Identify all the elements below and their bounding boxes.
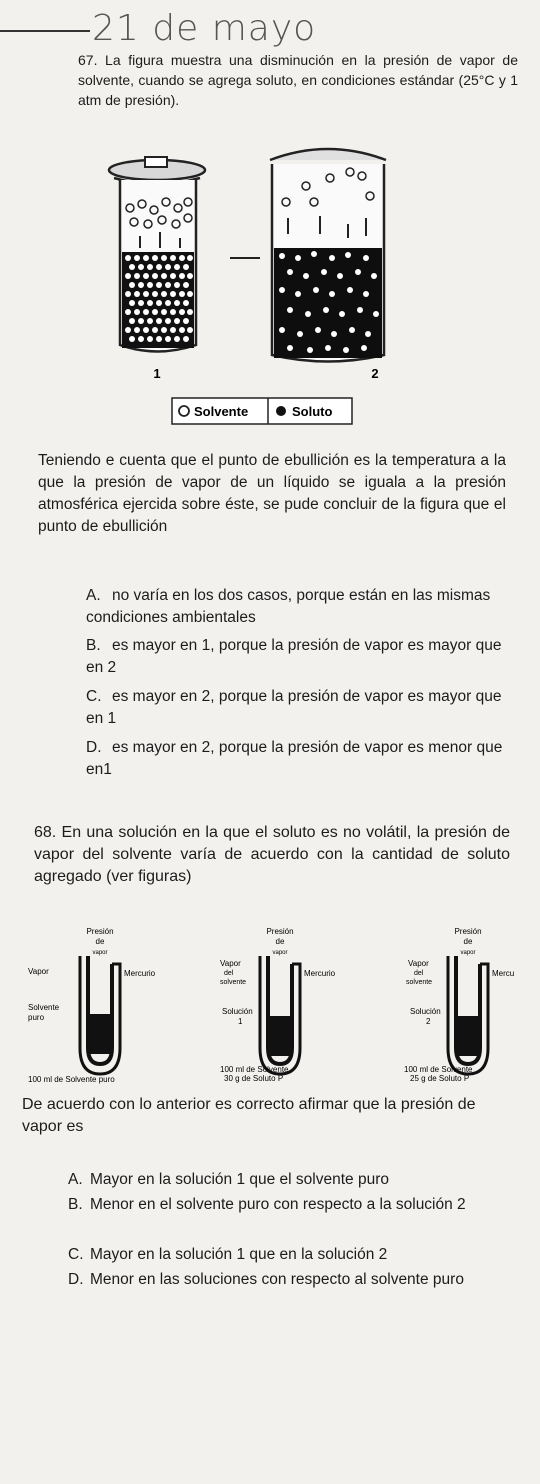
svg-text:25 g de Soluto P: 25 g de Soluto P [410, 1074, 470, 1083]
svg-text:Solución: Solución [222, 1007, 253, 1016]
svg-text:vapor: vapor [92, 950, 108, 956]
svg-text:solvente: solvente [406, 979, 433, 986]
vapor-pressure-jars-figure [100, 140, 420, 430]
svg-text:Solvente: Solvente [28, 1003, 60, 1012]
svg-text:vapor: vapor [272, 950, 288, 956]
svg-text:Presión: Presión [454, 927, 482, 936]
q68-option-d: D. Menor en las soluciones con respecto al solvente puro [68, 1271, 464, 1288]
svg-text:Vapor: Vapor [220, 959, 241, 968]
svg-text:Presión: Presión [266, 927, 294, 936]
manometer-solution-1 [220, 927, 336, 1083]
svg-text:de: de [463, 937, 473, 946]
svg-text:Mercurio: Mercurio [124, 969, 156, 978]
q67-option-a: A. no varía en los dos casos, porque están en las mismas condiciones ambientales [86, 587, 491, 626]
svg-text:30 g de Soluto P: 30 g de Soluto P [224, 1074, 284, 1083]
svg-text:puro: puro [28, 1013, 45, 1022]
svg-text:del: del [414, 970, 424, 977]
q68-option-a: A. Mayor en la solución 1 que el solvente puro [68, 1171, 389, 1188]
question-67-stem: Teniendo e cuenta que el punto de ebullición es la temperatura a la que la presión de vapor de un líquido se iguala a la presión atmosférica ejercida sobre éste, se pude concluir de la figura que el punto de ebullición [38, 452, 506, 535]
svg-text:Mercurio: Mercurio [304, 969, 336, 978]
jar-2 [270, 149, 386, 381]
top-rule [0, 30, 90, 32]
legend-solvent: Solvente [194, 404, 249, 419]
question-68-stem: De acuerdo con lo anterior es correcto afirmar que la presión de vapor es [22, 1096, 476, 1135]
svg-text:1: 1 [238, 1017, 243, 1026]
legend [172, 398, 352, 424]
solute-legend-marker [276, 406, 286, 416]
q67-option-d: D. es mayor en 2, porque la presión de vapor es menor que en1 [86, 739, 503, 778]
q67-option-b: B. es mayor en 1, porque la presión de vapor es mayor que en 2 [86, 637, 502, 676]
handwritten-date: 21 de mayo [92, 8, 317, 49]
svg-text:Presión: Presión [86, 927, 114, 936]
svg-text:solvente: solvente [220, 979, 247, 986]
svg-text:100 ml de Solvente: 100 ml de Solvente [220, 1065, 289, 1074]
svg-text:de: de [275, 937, 285, 946]
svg-text:Vapor: Vapor [408, 959, 429, 968]
svg-text:vapor: vapor [460, 950, 476, 956]
svg-text:Mercu: Mercu [492, 969, 515, 978]
q67-option-c: C. es mayor en 2, porque la presión de vapor es mayor que en 1 [86, 688, 502, 727]
q68-option-c: C. Mayor en la solución 1 que en la solución 2 [68, 1246, 388, 1263]
svg-text:100 ml de Solvente: 100 ml de Solvente [404, 1065, 473, 1074]
jar-2-liquid [274, 248, 382, 358]
question-68-intro: 68. En una solución en la que el soluto es no volátil, la presión de vapor del solvente varía de acuerdo con la cantidad de soluto agregado (ver figuras) [34, 824, 510, 885]
svg-text:2: 2 [426, 1017, 431, 1026]
jar-1-label: 1 [153, 366, 161, 381]
svg-text:Vapor: Vapor [28, 967, 49, 976]
q68-option-b: B. Menor en el solvente puro con respecto a la solución 2 [68, 1196, 466, 1213]
manometers-figure [28, 924, 540, 1084]
jar-2-label: 2 [371, 366, 379, 381]
legend-solute: Soluto [292, 404, 333, 419]
svg-text:100 ml de Solvente puro: 100 ml de Solvente puro [28, 1075, 115, 1084]
question-67-intro: 67. La figura muestra una disminución en la presión de vapor de solvente, cuando se agrega soluto, en condiciones estándar (25°C y 1 atm de presión). [78, 52, 518, 108]
jar-1 [109, 157, 205, 381]
manometer-solution-2 [404, 927, 514, 1083]
svg-text:Solución: Solución [410, 1007, 441, 1016]
svg-text:de: de [95, 937, 105, 946]
svg-text:del: del [224, 970, 234, 977]
manometer-pure-solvent [28, 927, 156, 1084]
